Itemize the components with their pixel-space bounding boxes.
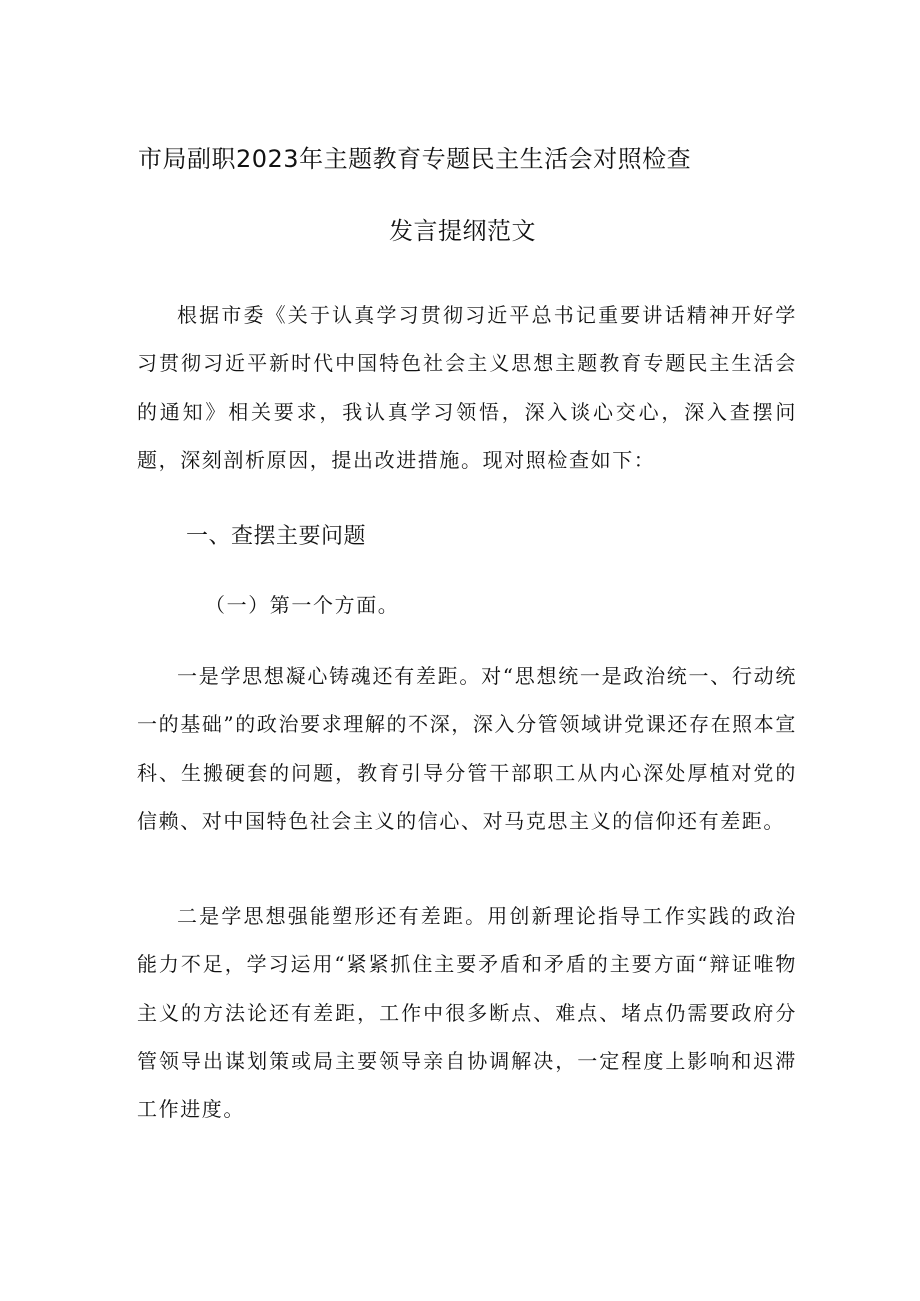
document-title-line1: 市局副职2023年主题教育专题民主生活会对照检查 (138, 145, 692, 173)
body-paragraph-1: 一是学思想凝心铸魂还有差距。对“思想统一是政治统一、行动统一的基础”的政治要求理解的不深，深入分管领域讲党课还存在照本宣科、生搬硬套的问题，教育引导分管干部职工从内心深处厚植对党的信赖、对中国特色社会主义的信心、对马克思主义的信仰还有差距。 (137, 664, 797, 833)
document-title-line2: 发言提纲范文 (389, 217, 536, 245)
body-paragraph-2: 二是学思想强能塑形还有差距。用创新理论指导工作实践的政治能力不足，学习运用“紧紧抓住主要矛盾和矛盾的主要方面“辩证唯物主义的方法论还有差距，工作中很多断点、难点、堵点仍需要政府分管领导出谋划策或局主要领导亲自协调解决，一定程度上影响和迟滞工作进度。 (137, 904, 797, 1122)
subsection-heading-1: （一）第一个方面。 (205, 593, 400, 617)
section-heading-1: 一、查摆主要问题 (186, 524, 367, 549)
intro-paragraph: 根据市委《关于认真学习贯彻习近平总书记重要讲话精神开好学习贯彻习近平新时代中国特色社会主义思想主题教育专题民主生活会的通知》相关要求，我认真学习领悟，深入谈心交心，深入查摆问题，深刻剖析原因，提出改进措施。现对照检查如下： (137, 303, 797, 472)
